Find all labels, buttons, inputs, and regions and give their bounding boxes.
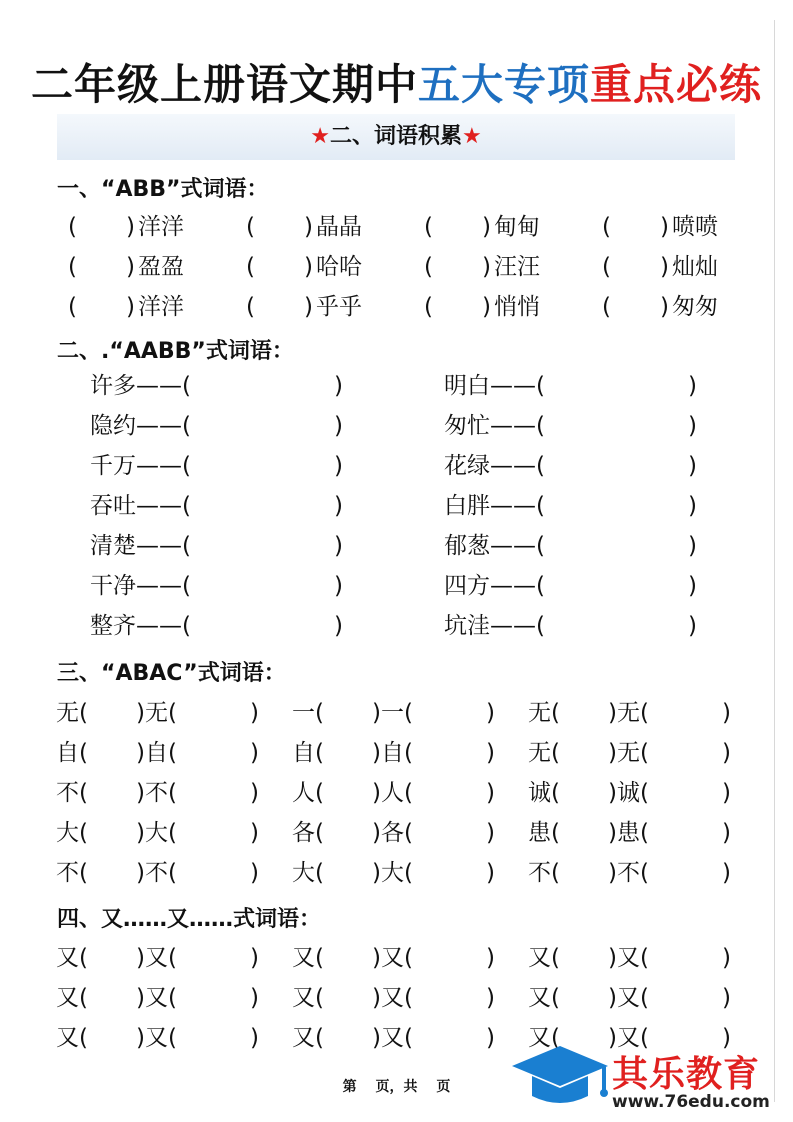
abac-row	[0, 735, 793, 771]
close-paren: )	[486, 700, 495, 726]
close-paren: )	[486, 780, 495, 806]
abb-word: 盈盈	[138, 254, 184, 280]
close-paren: )	[688, 493, 697, 519]
open-paren: (	[246, 294, 255, 320]
abb-row	[0, 289, 793, 325]
aabb-row	[0, 408, 793, 444]
you-word: )又(	[136, 985, 177, 1011]
aabb-row	[0, 368, 793, 404]
abb-word: 悄悄	[494, 294, 540, 320]
close-paren: )	[660, 214, 669, 240]
abac-row	[0, 815, 793, 851]
aabb-left-word: 许多——(	[90, 373, 191, 399]
open-paren: (	[602, 214, 611, 240]
close-paren: )	[250, 985, 259, 1011]
logo-name: 其乐教育	[612, 1054, 761, 1095]
you-word: 又(	[292, 945, 324, 971]
you-word: 又(	[56, 1025, 88, 1051]
aabb-left-word: 千万——(	[90, 453, 191, 479]
aabb-row	[0, 448, 793, 484]
open-paren: (	[602, 294, 611, 320]
close-paren: )	[660, 294, 669, 320]
abac-word: )人(	[372, 780, 413, 806]
aabb-left-word: 吞吐——(	[90, 493, 191, 519]
close-paren: )	[688, 453, 697, 479]
close-paren: )	[486, 860, 495, 886]
abac-word: 无(	[56, 700, 88, 726]
you-word: )又(	[608, 945, 649, 971]
abac-word: )各(	[372, 820, 413, 846]
close-paren: )	[250, 820, 259, 846]
abac-word: )不(	[136, 860, 177, 886]
you-word: )又(	[372, 945, 413, 971]
close-paren: )	[486, 1025, 495, 1051]
abac-word: )诚(	[608, 780, 649, 806]
close-paren: )	[722, 860, 731, 886]
close-paren: )	[304, 254, 313, 280]
star-icon-right: ★	[462, 124, 482, 149]
abac-word: 无(	[528, 700, 560, 726]
aabb-right-word: 匆忙——(	[444, 413, 545, 439]
abb-word: 甸甸	[494, 214, 540, 240]
you-word: )又(	[136, 945, 177, 971]
abac-word: )自(	[136, 740, 177, 766]
close-paren: )	[722, 1025, 731, 1051]
abac-word: 诚(	[528, 780, 560, 806]
abb-word: 洋洋	[138, 294, 184, 320]
aabb-right-word: 明白——(	[444, 373, 545, 399]
abac-row	[0, 775, 793, 811]
close-paren: )	[486, 945, 495, 971]
close-paren: )	[482, 214, 491, 240]
aabb-row	[0, 568, 793, 604]
close-paren: )	[250, 740, 259, 766]
close-paren: )	[126, 214, 135, 240]
abac-word: )不(	[608, 860, 649, 886]
aabb-left-word: 干净——(	[90, 573, 191, 599]
close-paren: )	[334, 613, 343, 639]
close-paren: )	[304, 214, 313, 240]
abac-word: )一(	[372, 700, 413, 726]
abac-word: 自(	[292, 740, 324, 766]
abac-word: )无(	[136, 700, 177, 726]
aabb-left-word: 清楚——(	[90, 533, 191, 559]
abac-word: )大(	[372, 860, 413, 886]
abac-word: 一(	[292, 700, 324, 726]
open-paren: (	[424, 254, 433, 280]
close-paren: )	[334, 453, 343, 479]
close-paren: )	[722, 700, 731, 726]
close-paren: )	[334, 493, 343, 519]
section-banner	[57, 114, 735, 160]
close-paren: )	[250, 780, 259, 806]
you-word: )又(	[372, 1025, 413, 1051]
close-paren: )	[250, 945, 259, 971]
you-word: 又(	[292, 985, 324, 1011]
aabb-right-word: 坑洼——(	[444, 613, 545, 639]
page-footer: 第 页，共 页	[342, 1079, 451, 1095]
you-word: 又(	[528, 1025, 560, 1051]
aabb-right-word: 郁葱——(	[444, 533, 545, 559]
close-paren: )	[688, 373, 697, 399]
close-paren: )	[660, 254, 669, 280]
abac-word: 自(	[56, 740, 88, 766]
abac-word: 不(	[528, 860, 560, 886]
logo-url: www.76edu.com	[612, 1092, 770, 1112]
you-word: )又(	[136, 1025, 177, 1051]
you-word: 又(	[292, 1025, 324, 1051]
title-part-3: 重点必练	[590, 60, 763, 109]
close-paren: )	[250, 1025, 259, 1051]
abac-word: )自(	[372, 740, 413, 766]
aabb-left-word: 隐约——(	[90, 413, 191, 439]
close-paren: )	[126, 294, 135, 320]
abac-word: 人(	[292, 780, 324, 806]
abac-word: 无(	[528, 740, 560, 766]
abb-row	[0, 209, 793, 245]
banner-text: 二、词语积累	[329, 124, 462, 149]
close-paren: )	[304, 294, 313, 320]
you-word: 又(	[528, 985, 560, 1011]
close-paren: )	[722, 780, 731, 806]
close-paren: )	[688, 613, 697, 639]
aabb-row	[0, 608, 793, 644]
abb-word: 乎乎	[316, 294, 362, 320]
close-paren: )	[486, 985, 495, 1011]
aabb-right-word: 白胖——(	[444, 493, 545, 519]
close-paren: )	[486, 740, 495, 766]
close-paren: )	[722, 985, 731, 1011]
close-paren: )	[722, 740, 731, 766]
you-row	[0, 940, 793, 976]
open-paren: (	[68, 254, 77, 280]
aabb-right-word: 四方——(	[444, 573, 545, 599]
abac-word: 不(	[56, 860, 88, 886]
close-paren: )	[688, 413, 697, 439]
close-paren: )	[334, 413, 343, 439]
aabb-row	[0, 528, 793, 564]
close-paren: )	[688, 533, 697, 559]
close-paren: )	[722, 945, 731, 971]
abac-word: 各(	[292, 820, 324, 846]
close-paren: )	[126, 254, 135, 280]
title-part-2: 五大专项	[417, 60, 590, 109]
abac-word: )患(	[608, 820, 649, 846]
you-word: )又(	[372, 985, 413, 1011]
abb-word: 灿灿	[672, 254, 718, 280]
abac-word: )不(	[136, 780, 177, 806]
you-word: 又(	[528, 945, 560, 971]
open-paren: (	[68, 214, 77, 240]
title-part-1: 二年级上册语文期中	[30, 60, 418, 109]
close-paren: )	[482, 294, 491, 320]
abb-word: 晶晶	[316, 214, 362, 240]
abb-word: 洋洋	[138, 214, 184, 240]
page-title	[0, 52, 793, 112]
aabb-row	[0, 488, 793, 524]
close-paren: )	[334, 373, 343, 399]
abac-word: 患(	[528, 820, 560, 846]
abb-word: 匆匆	[672, 294, 718, 320]
abac-word: 大(	[56, 820, 88, 846]
open-paren: (	[602, 254, 611, 280]
open-paren: (	[246, 254, 255, 280]
heading-abb: 一、“ABB”式词语：	[57, 177, 269, 202]
close-paren: )	[250, 860, 259, 886]
close-paren: )	[334, 533, 343, 559]
heading-aabb: 二、.“AABB”式词语：	[57, 339, 294, 364]
abac-word: )无(	[608, 700, 649, 726]
abb-word: 汪汪	[494, 254, 540, 280]
open-paren: (	[68, 294, 77, 320]
star-icon-left: ★	[310, 124, 330, 149]
you-word: )又(	[608, 1025, 649, 1051]
close-paren: )	[482, 254, 491, 280]
close-paren: )	[722, 820, 731, 846]
abb-row	[0, 249, 793, 285]
aabb-left-word: 整齐——(	[90, 613, 191, 639]
abac-word: )无(	[608, 740, 649, 766]
abac-word: 大(	[292, 860, 324, 886]
aabb-right-word: 花绿——(	[444, 453, 545, 479]
abac-word: 不(	[56, 780, 88, 806]
you-word: )又(	[608, 985, 649, 1011]
open-paren: (	[424, 214, 433, 240]
abac-row	[0, 855, 793, 891]
abb-word: 哈哈	[316, 254, 362, 280]
heading-abac: 三、“ABAC”式词语：	[57, 661, 286, 686]
close-paren: )	[334, 573, 343, 599]
you-word: 又(	[56, 945, 88, 971]
abb-word: 喷喷	[672, 214, 718, 240]
heading-you: 四、又……又……式词语：	[57, 907, 322, 932]
abac-row	[0, 695, 793, 731]
open-paren: (	[424, 294, 433, 320]
abac-word: )大(	[136, 820, 177, 846]
close-paren: )	[486, 820, 495, 846]
open-paren: (	[246, 214, 255, 240]
you-row	[0, 980, 793, 1016]
close-paren: )	[250, 700, 259, 726]
close-paren: )	[688, 573, 697, 599]
you-word: 又(	[56, 985, 88, 1011]
